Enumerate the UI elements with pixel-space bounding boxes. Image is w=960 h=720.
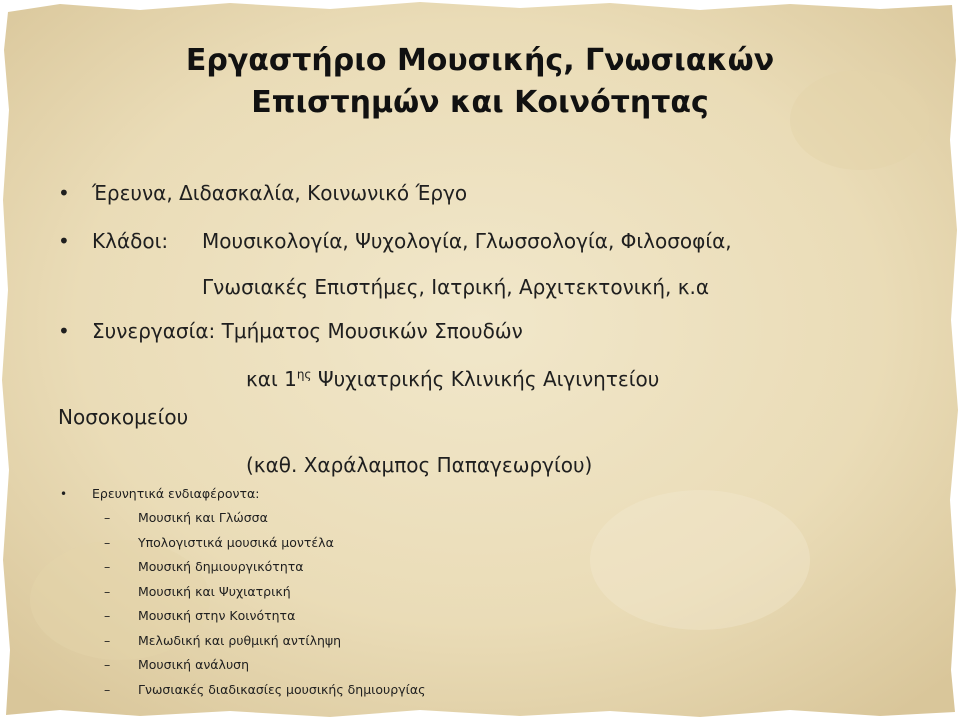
interest-text: Μουσική δημιουργικότητα [138,559,304,574]
dash-glyph: – [104,534,111,550]
bullet-2-label: Κλάδοι: [92,229,169,253]
dash-glyph: – [104,632,111,648]
dash-glyph: – [104,583,111,599]
bullet-3-line-2-post: Ψυχιατρικής Κλινικής Αιγινητείου [311,367,660,391]
bullet-1-glyph: • [58,181,70,205]
bullet-3-line-3: Νοσοκομείου [58,405,189,429]
bullet-2-line-1: Μουσικολογία, Ψυχολογία, Γλωσσολογία, Φιλοσοφία, [202,229,732,253]
bullet-4-text: Ερευνητικά ενδιαφέροντα: [92,486,260,501]
bullet-1-text: Έρευνα, Διδασκαλία, Κοινωνικό Έργο [92,181,468,205]
interest-text: Μουσική και Γλώσσα [138,510,268,525]
interest-text: Γνωσιακές διαδικασίες μουσικής δημιουργίας [138,681,426,697]
bullet-3-line-4: (καθ. Χαράλαμπος Παπαγεωργίου) [246,453,593,477]
dash-glyph: – [104,510,111,525]
interest-text: Μελωδική και ρυθμική αντίληψη [138,632,342,648]
title-line-2: Επιστημών και Κοινότητας [251,85,709,120]
dash-glyph: – [104,657,111,672]
bullet-3-line-2-pre: και 1 [246,367,297,391]
dash-glyph: – [104,608,111,623]
bullet-4-glyph: • [60,487,68,501]
bullet-2-glyph: • [58,229,70,253]
bullet-3-glyph: • [58,319,70,343]
bullet-3-line-2 [246,366,659,392]
dash-glyph: – [104,681,111,697]
interest-text: Μουσική στην Κοινότητα [138,608,296,623]
bullet-2-line-2: Γνωσιακές Επιστήμες, Ιατρική, Αρχιτεκτονική, κ.α [202,275,710,299]
slide-title [80,40,880,124]
interest-text: Μουσική και Ψυχιατρική [138,583,291,599]
interest-text: Μουσική ανάλυση [138,657,250,672]
interest-text: Υπολογιστικά μουσικά μοντέλα [138,534,334,550]
bullet-3-line-1: Συνεργασία: Τμήματος Μουσικών Σπουδών [92,319,523,343]
dash-glyph: – [104,559,111,574]
bullet-3-line-2-superscript: ης [296,367,312,382]
title-line-1: Εργαστήριο Μουσικής, Γνωσιακών [185,43,775,78]
